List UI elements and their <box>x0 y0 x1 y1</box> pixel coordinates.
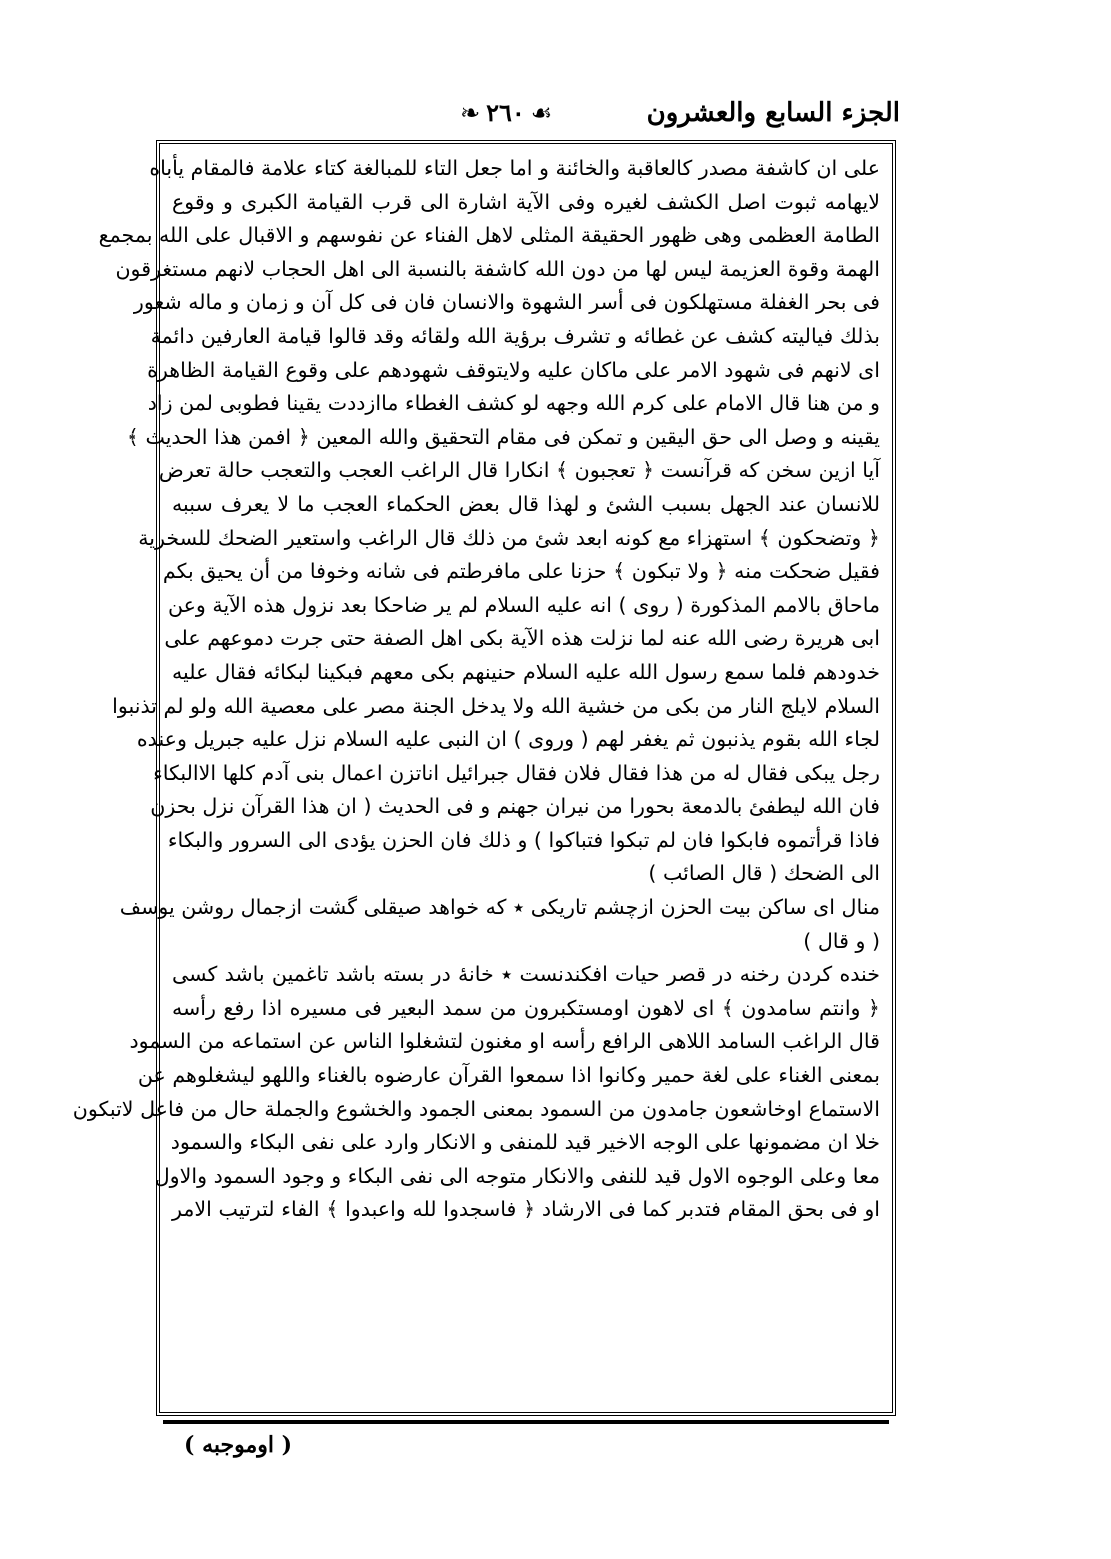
body-line: الطامة العظمى وهى ظهور الحقيقة المثلى لاهل الفناء عن نفوسهم و الاقبال على الله بمجمع <box>98 223 880 248</box>
body-line: او فى بحق المقام فتدبر كما فى الارشاد ﴿ فاسجدوا لله واعبدوا ﴾ الفاء لترتيب الامر <box>172 1197 880 1222</box>
page-header <box>160 96 900 136</box>
body-line: ﴿ وتضحكون ﴾ استهزاء مع كونه ابعد شئ من ذلك قال الراغب واستعير الضحك للسخرية <box>138 525 880 550</box>
body-line: يقينه و وصل الى حق اليقين و تمكن فى مقام التحقيق والله المعين ﴿ افمن هذا الحديث ﴾ <box>126 424 880 449</box>
body-line: فقيل ضحكت منه ﴿ ولا تبكون ﴾ حزنا على مافرطتم فى شانه وخوفا من أن يحيق بكم <box>162 559 880 584</box>
body-text <box>72 152 880 1404</box>
body-line: فاذا قرأتموه فابكوا فان لم تبكوا فتباكوا ) و ذلك فان الحزن يؤدى الى السرور والبكاء <box>167 827 880 852</box>
body-line: لايهامه ثبوت اصل الكشف لغيره وفى الآية اشارة الى قرب القيامة الكبرى و وقوع <box>172 189 880 214</box>
page-number-block <box>460 98 552 127</box>
verse-line: منال اى ساكن بيت الحزن ازچشم تاريكى ٭ كه خواهد صيقلى گشت ازجمال روشن يوسف <box>119 895 880 920</box>
body-line: قال الراغب السامد اللاهى الرافع رأسه او مغنون لتشغلوا الناس عن استماعه من السمود <box>129 1029 880 1054</box>
body-line: السلام لايلج النار من بكى من خشية الله ولا يدخل الجنة مصر على معصية الله ولو لم تذنبوا <box>112 693 880 718</box>
body-line: ﴿ وانتم سامدون ﴾ اى لاهون اومستكبرون من سمد البعير فى مسيره اذا رفع رأسه <box>172 995 880 1020</box>
body-line: ابى هريرة رضى الله عنه لما نزلت هذه الآية بكى اهل الصفة حتى جرت دموعهم على <box>164 626 880 651</box>
body-line: آيا ازين سخن كه قرآنست ﴿ تعجبون ﴾ انكارا قال الراغب العجب والتعجب حالة تعرض <box>158 458 880 483</box>
text-frame <box>72 140 896 1416</box>
body-line: ماحاق بالامم المذكورة ( روى ) انه عليه السلام لم ير ضاحكا بعد نزول هذه الآية وعن <box>167 592 880 617</box>
body-line: و من هنا قال الامام على كرم الله وجهه لو كشف الغطاء ماازددت يقينا فطوبى لمن زاد <box>147 391 880 416</box>
body-line: خلا ان مضمونها على الوجه الاخير قيد للمنفى و الانكار وارد على نفى البكاء والسمود <box>170 1130 880 1155</box>
body-line: فان الله ليطفئ بالدمعة بحورا من نيران جهنم و فى الحديث ( ان هذا القرآن نزل بحزن <box>150 794 880 819</box>
body-line: ( و قال ) <box>803 928 880 953</box>
running-title: الجزء السابع والعشرون <box>646 98 900 128</box>
body-line: لجاء الله بقوم يذنبون ثم يغفر لهم ( وروى ) ان النبى عليه السلام نزل عليه جبريل وعنده <box>136 727 880 752</box>
ornament-left-icon: ❧ <box>460 98 481 127</box>
body-line: الهمة وقوة العزيمة ليس لها من دون الله كاشفة بالنسبة الى اهل الحجاب لانهم مستغرقون <box>115 256 880 281</box>
body-line: الاستماع اوخاشعون جامدون من السمود بمعنى الجمود والخشوع والجملة حال من فاعل لاتبكون <box>72 1096 880 1121</box>
catchword: ( اوموجبه ) <box>184 1432 293 1458</box>
ornament-right-icon: ☙ <box>530 98 553 127</box>
body-line: بمعنى الغناء على لغة حمير وكانوا اذا سمعوا القرآن عارضوه بالغناء واللهو ليشغلوهم عن <box>137 1063 880 1088</box>
body-line: للانسان عند الجهل بسبب الشئ و لهذا قال بعض الحكماء العجب ما لا يعرف سببه <box>172 491 880 516</box>
body-line: خدودهم فلما سمع رسول الله عليه السلام حنينهم بكى معهم فبكينا لبكائه فقال عليه <box>172 659 880 684</box>
body-line: الى الضحك ( قال الصائب ) <box>648 861 880 886</box>
body-line: اى لانهم فى شهود الامر على ماكان عليه ولايتوقف شهودهم على وقوع القيامة الظاهرة <box>147 357 880 382</box>
page-number: ٢٦٠ <box>486 98 525 127</box>
body-line: على ان كاشفة مصدر كالعاقبة والخائنة و اما جعل التاء للمبالغة كتاء علامة فالمقام يأباه <box>149 156 880 180</box>
body-line: رجل يبكى فقال له من هذا فقال فلان فقال جبرائيل اناتزن اعمال بنى آدم كلها الاالبكاء <box>153 760 880 785</box>
body-line: فى بحر الغفلة مستهلكون فى أسر الشهوة والانسان فان فى كل آن و زمان و ماله شعور <box>133 290 880 315</box>
body-line: بذلك فياليته كشف عن غطائه و تشرف برؤية الله ولقائه وقد قالوا قيامة العارفين دائمة <box>150 323 880 348</box>
body-line: معا وعلى الوجوه الاول قيد للنفى والانكار متوجه الى نفى البكاء و وجود السمود والاول <box>154 1163 880 1188</box>
verse-line: خنده كردن رخنه در قصر حيات افكندنست ٭ خانهٔ در بسته باشد تاغمين باشد كسى <box>172 962 880 987</box>
